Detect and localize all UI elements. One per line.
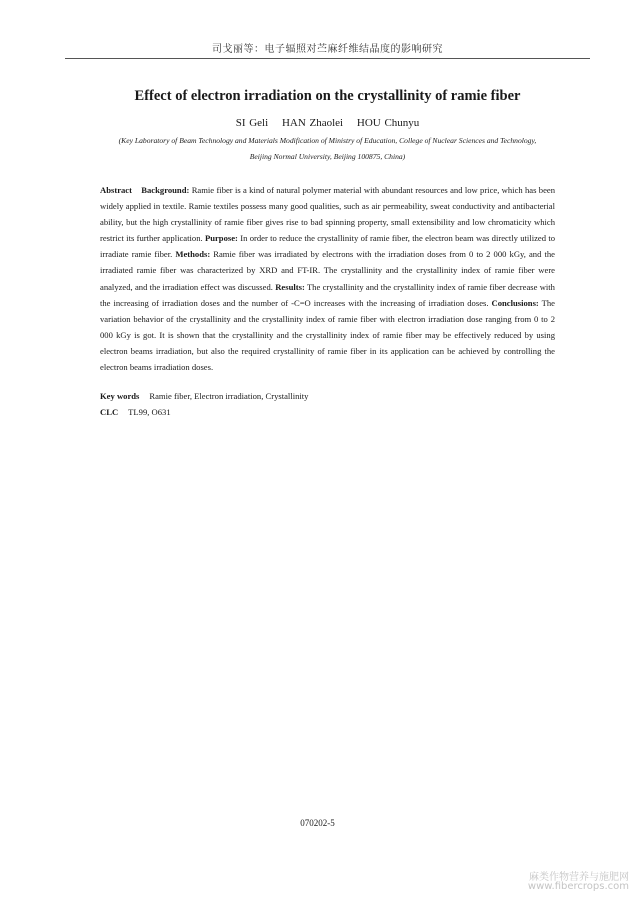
affiliation-line-2: Beijing Normal University, Beijing 100875, China) (249, 152, 406, 161)
purpose-label: Purpose: (204, 233, 238, 244)
author-list (40, 117, 615, 129)
conclusions-label: Conclusions: (491, 297, 539, 308)
methods-text: Ramie fiber was irradiated by electrons with the irradiation doses from 0 to 2 000 kGy, and the irradiated ramie fiber was characterized by XRD and FT-IR. The crystallinity and the crystallinity index of ramie fiber were analyzed, and the irradiation effect was discussed. (100, 249, 555, 292)
watermark-url: www.fibercrops.com (527, 881, 629, 892)
background-label: Background: (141, 185, 190, 195)
abstract-label: Abstract (100, 185, 132, 195)
keywords-label: Key words (100, 391, 140, 401)
affiliation-line-1: (Key Laboratory of Beam Technology and Materials Modification of Ministry of Education, College of Nuclear Sciences and Technology, (118, 136, 537, 145)
author-2: HAN Zhaolei (281, 117, 344, 129)
clc-value: TL99, O631 (128, 407, 171, 417)
author-3: HOU Chunyu (356, 117, 420, 129)
background-text: Ramie fiber is a kind of natural polymer material with abundant resources and low price, which has been widely applied in textile. Ramie textiles possess many good qualities, such as air permeability, sweat conductivity and antibacterial ability, but the high crystallinity of ramie fiber gives rise to bad spinning property, small extensibility and low chromaticity which restrict its further application. (100, 185, 555, 244)
keywords-value: Ramie fiber, Electron irradiation, Crystallinity (149, 391, 309, 401)
page-number: 070202-5 (300, 818, 335, 828)
clc-line (100, 407, 555, 417)
conclusions-text: The variation behavior of the crystallinity and the crystallinity index of ramie fiber with electron irradiation dose ranging from 0 to 2 000 kGy is got. It is shown that the crystallinity and the crystallinity index of ramie fiber may be effectively reduced by using electron beams irradiation, but also the required crystallinity of ramie fiber in its application can be achieved by controlling the electron beams irradiation doses. (100, 297, 555, 373)
watermark-cn: 麻类作物营养与施肥网 (529, 872, 629, 883)
abstract-block (100, 182, 555, 375)
paper-title: Effect of electron irradiation on the crystallinity of ramie fiber (134, 88, 521, 104)
clc-label: CLC (100, 407, 119, 417)
author-1: SI Geli (235, 117, 269, 129)
keywords-line (100, 391, 555, 401)
header-rule (65, 58, 590, 59)
purpose-text: In order to reduce the crystallinity of ramie fiber, the electron beam was directly utilized to irradiate ramie fiber. (100, 233, 556, 260)
results-text: The crystallinity and the crystallinity index of ramie fiber decrease with the increasing of irradiation doses and the number of -C=O increases with the increasing of irradiation doses. (100, 281, 555, 308)
results-label: Results: (275, 281, 305, 292)
running-head: 司戈丽等：电子辐照对苎麻纤维结晶度的影响研究 (212, 44, 443, 55)
methods-label: Methods: (175, 249, 211, 260)
